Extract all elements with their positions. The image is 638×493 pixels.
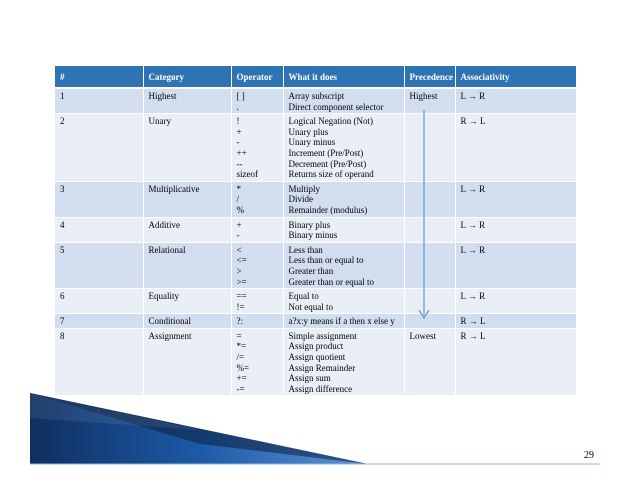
cell-number: 2 xyxy=(55,114,143,182)
cell-category: Relational xyxy=(143,242,231,288)
cell-category: Assignment xyxy=(143,328,231,396)
header-operator: Operator xyxy=(231,66,283,88)
cell-precedence: Lowest xyxy=(404,328,455,396)
header-number: # xyxy=(55,66,143,88)
cell-description-line: Equal to xyxy=(288,291,319,302)
cell-description-line: Decrement (Pre/Post) xyxy=(288,158,367,169)
cell-category: Equality xyxy=(143,289,231,314)
cell-associativity: R → L xyxy=(455,314,576,329)
cell-description-line: Less than xyxy=(288,244,323,255)
cell-operator-line: < xyxy=(236,244,242,255)
cell-description-line: Binary minus xyxy=(288,230,338,241)
cell-category: Unary xyxy=(143,114,231,182)
cell-operator-line: -= xyxy=(236,383,245,394)
header-precedence: Precedence xyxy=(404,66,455,88)
cell-description-line: Logical Negation (Not) xyxy=(288,116,373,127)
cell-category: Additive xyxy=(143,217,231,242)
cell-number: 3 xyxy=(55,181,143,217)
cell-description-line: Unary plus xyxy=(288,126,329,137)
cell-number: 1 xyxy=(55,88,143,114)
cell-description-line: Assign difference xyxy=(288,383,353,394)
cell-operator-line: % xyxy=(236,204,244,215)
cell-description-line: a?x:y means if a then x else y xyxy=(288,316,395,327)
page-number: 29 xyxy=(584,450,594,461)
header-category: Category xyxy=(143,66,231,88)
cell-number: 7 xyxy=(55,314,143,329)
cell-description-line: Greater than xyxy=(288,265,334,276)
cell-operator-line: + xyxy=(236,219,242,230)
cell-description-line: Greater than or equal to xyxy=(288,276,374,287)
cell-operator-line: sizeof xyxy=(236,169,258,180)
cell-operator-line: ++ xyxy=(236,147,247,158)
cell-associativity: R → L xyxy=(455,114,576,182)
cell-description-line: Divide xyxy=(288,194,313,205)
cell-number: 4 xyxy=(55,217,143,242)
cell-number: 8 xyxy=(55,328,143,396)
cell-operator-line: == xyxy=(236,291,247,302)
cell-description-line: Assign quotient xyxy=(288,352,346,363)
cell-operator-line: <= xyxy=(236,255,247,266)
cell-operator-line: [ ] xyxy=(236,91,245,101)
cell-operator-line: %= xyxy=(236,362,250,373)
cell-description-line: Simple assignment xyxy=(288,330,357,341)
cell-precedence: Highest xyxy=(404,88,455,114)
cell-operator-line: /= xyxy=(236,352,245,363)
cell-operator-line: > xyxy=(236,265,242,276)
cell-description-line: Less than or equal to xyxy=(288,255,364,266)
cell-description-line: Returns size of operand xyxy=(288,169,374,180)
cell-number: 6 xyxy=(55,289,143,314)
header-what-it-does: What it does xyxy=(283,66,404,88)
cell-associativity: L → R xyxy=(455,217,576,242)
cell-operator-line: * xyxy=(236,183,241,194)
cell-operator-line: != xyxy=(236,301,245,312)
cell-category: Multiplicative xyxy=(143,181,231,217)
header-associativity: Associativity xyxy=(455,66,576,88)
cell-description-line: Assign Remainder xyxy=(288,362,356,373)
cell-associativity: L → R xyxy=(455,88,576,114)
cell-operator-line: . xyxy=(236,101,239,112)
cell-operator-line: + xyxy=(236,126,242,137)
cell-description-line: Remainder (modulus) xyxy=(288,204,368,215)
cell-operator-line: = xyxy=(236,330,242,341)
cell-category: Highest xyxy=(143,88,231,114)
precedence-arrow xyxy=(419,110,429,318)
cell-description-line: Direct component selector xyxy=(288,101,384,112)
cell-description-line: Binary plus xyxy=(288,219,331,230)
cell-operator-line: >= xyxy=(236,276,247,287)
cell-operator-line: ! xyxy=(236,116,240,127)
cell-description-line: Not equal to xyxy=(288,301,333,312)
cell-description-line: Unary minus xyxy=(288,137,336,148)
cell-number: 5 xyxy=(55,242,143,288)
cell-associativity: L → R xyxy=(455,181,576,217)
cell-description-line: Array subscript xyxy=(288,91,345,101)
cell-operator-line: / xyxy=(236,194,240,205)
cell-operator-line: *= xyxy=(236,341,247,352)
cell-operator-line: -- xyxy=(236,158,243,169)
cell-category: Conditional xyxy=(143,314,231,329)
cell-associativity: L → R xyxy=(455,242,576,288)
cell-description-line: Multiply xyxy=(288,183,321,194)
cell-operator-line: ?: xyxy=(236,316,243,327)
cell-operator-line: - xyxy=(236,230,240,241)
cell-description-line: Assign product xyxy=(288,341,344,352)
cell-description-line: Assign sum xyxy=(288,373,331,384)
corner-wedge xyxy=(30,393,600,464)
cell-operator-line: += xyxy=(236,373,247,384)
cell-associativity: R → L xyxy=(455,328,576,396)
cell-operator-line: - xyxy=(236,137,240,148)
cell-description-line: Increment (Pre/Post) xyxy=(288,147,364,158)
cell-associativity: L → R xyxy=(455,289,576,314)
